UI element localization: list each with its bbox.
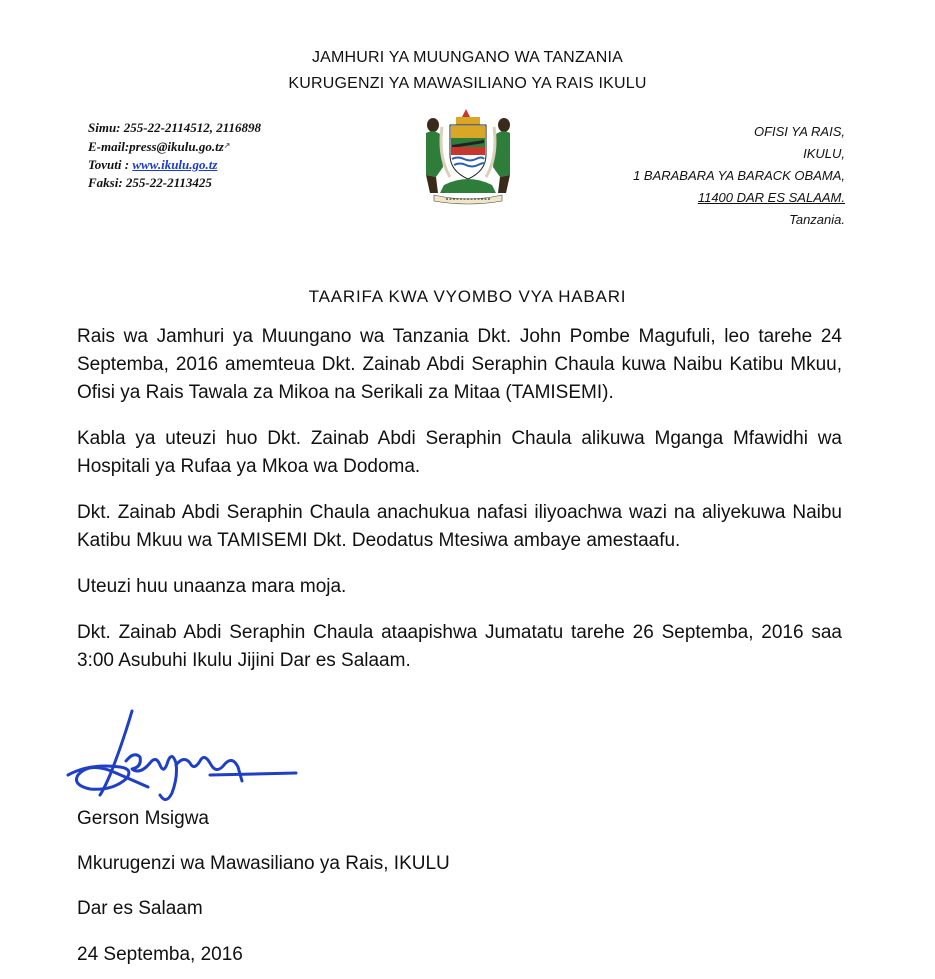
address-line-2: IKULU, bbox=[803, 146, 845, 161]
contact-phone: Simu: 255-22-2114512, 2116898 bbox=[88, 120, 261, 135]
contact-email[interactable]: E-mail:press@ikulu.go.tz bbox=[88, 139, 224, 154]
handwritten-signature bbox=[60, 705, 310, 820]
document-body bbox=[77, 323, 842, 693]
paragraph: Rais wa Jamhuri ya Muungano wa Tanzania Dkt. John Pombe Magufuli, leo tarehe 24 Septemba, 2016 amemteua Dkt. Zainab Abdi Seraphin Chaula kuwa Naibu Katibu Mkuu, Ofisi ya Rais Tawala za Mikoa na Serikali za Mitaa (TAMISEMI). bbox=[77, 326, 842, 403]
header-country: JAMHURI YA MUUNGANO WA TANZANIA bbox=[311, 49, 624, 66]
paragraph: Dkt. Zainab Abdi Seraphin Chaula anachukua nafasi iliyoachwa wazi na aliyekuwa Naibu Katibu Mkuu wa TAMISEMI Dkt. Deodatus Mtesiwa ambaye amestaafu. bbox=[77, 502, 842, 551]
contact-web-label: Tovuti : bbox=[88, 157, 133, 172]
signatory-position: Mkurugenzi wa Mawasiliano ya Rais, IKULU bbox=[77, 853, 450, 874]
external-link-icon: ↗ bbox=[223, 141, 231, 150]
contact-web-row bbox=[88, 156, 261, 174]
contact-block bbox=[88, 119, 261, 192]
paragraph: Kabla ya uteuzi huo Dkt. Zainab Abdi Seraphin Chaula alikuwa Mganga Mfawidhi wa Hospitali ya Rufaa ya Mkoa wa Dodoma. bbox=[77, 428, 842, 477]
document-title: TAARIFA KWA VYOMBO VYA HABARI bbox=[308, 287, 627, 306]
address-line-5: Tanzania. bbox=[789, 212, 845, 227]
address-line-1: OFISI YA RAIS, bbox=[753, 124, 845, 139]
address-line-3: 1 BARABARA YA BARACK OBAMA, bbox=[633, 168, 845, 183]
contact-email-row bbox=[88, 137, 261, 156]
paragraph: Dkt. Zainab Abdi Seraphin Chaula ataapishwa Jumatatu tarehe 26 Septemba, 2016 saa 3:00 Asubuhi Ikulu Jijini Dar es Salaam. bbox=[77, 622, 842, 671]
address-block bbox=[633, 121, 845, 231]
contact-fax: Faksi: 255-22-2113425 bbox=[88, 175, 212, 190]
coat-of-arms-icon bbox=[416, 107, 520, 207]
signing-date: 24 Septemba, 2016 bbox=[77, 944, 243, 965]
signatory-name: Gerson Msigwa bbox=[77, 808, 209, 829]
signing-place: Dar es Salaam bbox=[77, 898, 203, 919]
header-directorate: KURUGENZI YA MAWASILIANO YA RAIS IKULU bbox=[288, 75, 647, 92]
paragraph: Uteuzi huu unaanza mara moja. bbox=[77, 576, 347, 597]
contact-web-link[interactable]: www.ikulu.go.tz bbox=[132, 157, 218, 172]
address-line-4: 11400 DAR ES SALAAM. bbox=[697, 190, 845, 205]
